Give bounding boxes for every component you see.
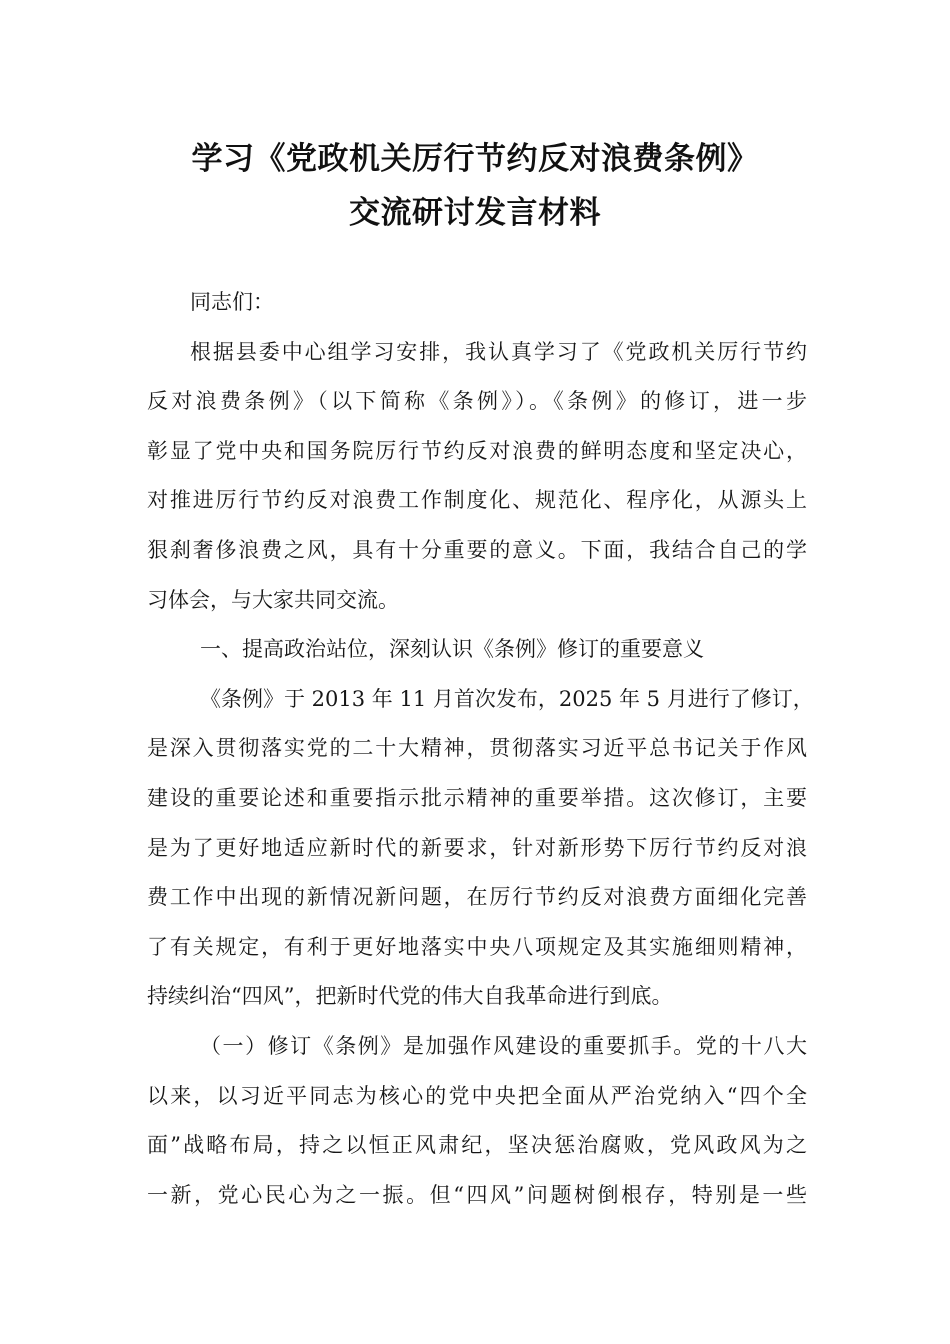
document-title-line-1: 学习《党政机关厉行节约反对浪费条例》	[191, 141, 759, 177]
paragraph-line: 持续纠治“四风”，把新时代党的伟大自我革命进行到底。	[147, 984, 673, 1008]
section-heading: 一、提高政治站位，深刻认识《条例》修订的重要意义	[200, 637, 704, 661]
paragraph-line: 习体会，与大家共同交流。	[147, 588, 399, 612]
paragraph-line: 了有关规定，有利于更好地落实中央八项规定及其实施细则精神，	[147, 935, 807, 959]
paragraph-line: 建设的重要论述和重要指示批示精神的重要举措。这次修订，主要	[147, 786, 807, 810]
paragraph-line: 狠刹奢侈浪费之风，具有十分重要的意义。下面，我结合自己的学	[147, 538, 807, 562]
paragraph-line: 彰显了党中央和国务院厉行节约反对浪费的鲜明态度和坚定决心，	[147, 439, 807, 463]
paragraph-line: 是深入贯彻落实党的二十大精神，贯彻落实习近平总书记关于作风	[147, 736, 807, 760]
salutation: 同志们：	[190, 290, 274, 314]
paragraph-line: 《条例》于 2013 年 11 月首次发布，2025 年 5 月进行了修订，	[200, 687, 814, 711]
paragraph-line: 对推进厉行节约反对浪费工作制度化、规范化、程序化，从源头上	[147, 488, 807, 512]
paragraph-line: 面”战略布局，持之以恒正风肃纪，坚决惩治腐败，党风政风为之	[147, 1133, 807, 1157]
paragraph-line: 根据县委中心组学习安排，我认真学习了《党政机关厉行节约	[190, 340, 807, 364]
paragraph-line: 以来，以习近平同志为核心的党中央把全面从严治党纳入“四个全	[147, 1084, 807, 1108]
paragraph-line: 反对浪费条例》（以下简称《条例》）。《条例》的修订，进一步	[147, 389, 807, 413]
paragraph-line: 是为了更好地适应新时代的新要求，针对新形势下厉行节约反对浪	[147, 836, 807, 860]
paragraph-line: 费工作中出现的新情况新问题，在厉行节约反对浪费方面细化完善	[147, 885, 807, 909]
paragraph-line: 一新，党心民心为之一振。但“四风”问题树倒根存，特别是一些	[147, 1183, 807, 1207]
subsection-line: （一）修订《条例》是加强作风建设的重要抓手。党的十八大	[200, 1034, 807, 1058]
document-title-line-2: 交流研讨发言材料	[349, 195, 601, 231]
